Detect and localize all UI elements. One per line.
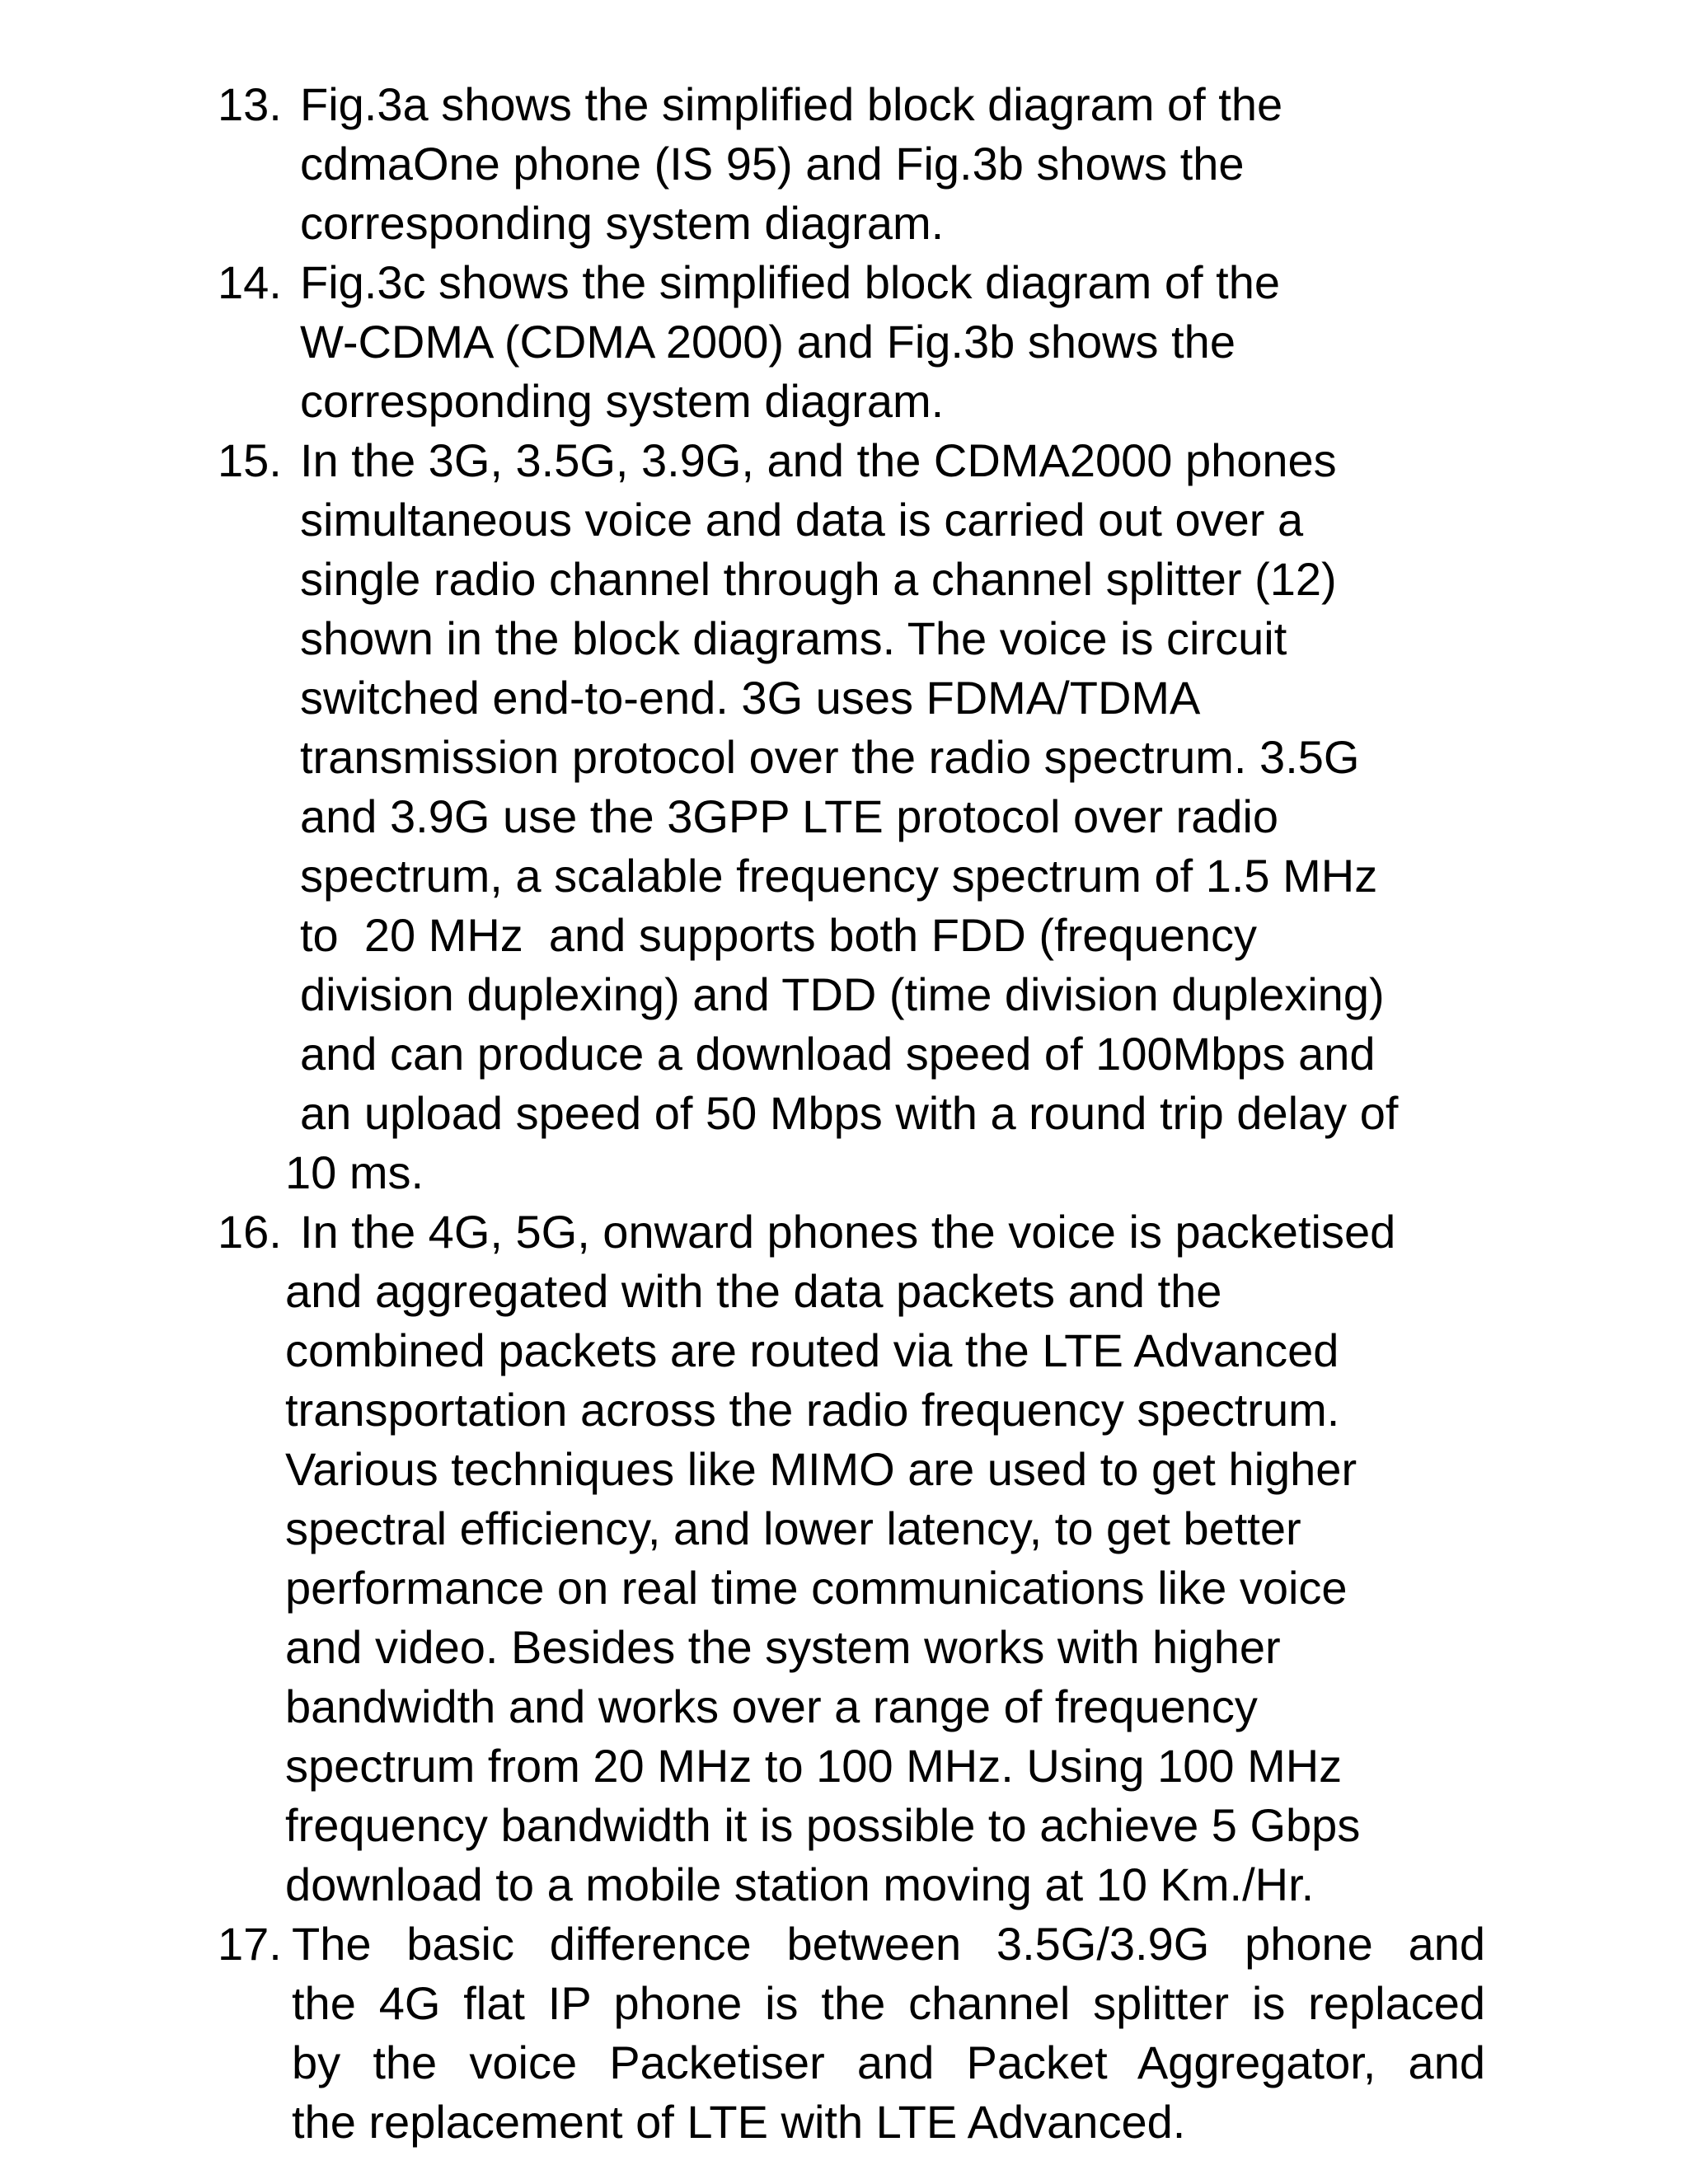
list-number-16: 16.: [218, 1206, 282, 1258]
item-17-line-2: the 4G flat IP phone is the channel splitter is replaced: [292, 1977, 1485, 2029]
item-13-line-3: corresponding system diagram.: [300, 197, 945, 249]
item-17-line-4: the replacement of LTE with LTE Advanced.: [292, 2096, 1186, 2148]
item-16-line-5: Various techniques like MIMO are used to get higher: [285, 1443, 1357, 1495]
item-15-line-3: single radio channel through a channel splitter (12): [300, 553, 1337, 605]
item-15-line-4: shown in the block diagrams. The voice is circuit: [300, 612, 1287, 664]
item-16-line-1: In the 4G, 5G, onward phones the voice is packetised: [300, 1206, 1396, 1258]
item-16-line-2: and aggregated with the data packets and the: [285, 1265, 1222, 1317]
item-16-line-4: transportation across the radio frequency spectrum.: [285, 1384, 1340, 1436]
item-15-line-7: and 3.9G use the 3GPP LTE protocol over radio: [300, 790, 1279, 842]
list-number-15: 15.: [218, 434, 282, 486]
item-16-line-8: and video. Besides the system works with higher: [285, 1621, 1281, 1673]
item-15-line-2: simultaneous voice and data is carried out over a: [300, 494, 1304, 546]
item-16-line-12: download to a mobile station moving at 10 Km./Hr.: [285, 1858, 1315, 1910]
item-15-line-5: switched end-to-end. 3G uses FDMA/TDMA: [300, 672, 1201, 724]
item-14-line-2: W-CDMA (CDMA 2000) and Fig.3b shows the: [300, 316, 1236, 368]
item-16-line-9: bandwidth and works over a range of frequency: [285, 1680, 1258, 1732]
item-16-line-7: performance on real time communications like voice: [285, 1562, 1348, 1614]
item-17-line-1: The basic difference between 3.5G/3.9G phone and: [292, 1918, 1485, 1970]
item-16-line-11: frequency bandwidth it is possible to achieve 5 Gbps: [285, 1799, 1361, 1851]
item-15-line-13: 10 ms.: [285, 1146, 424, 1198]
list-number-14: 14.: [218, 256, 282, 308]
item-15-line-10: division duplexing) and TDD (time division duplexing): [300, 968, 1385, 1020]
item-16-line-6: spectral efficiency, and lower latency, to get better: [285, 1502, 1301, 1554]
item-15-line-9: to 20 MHz and supports both FDD (frequency: [300, 909, 1257, 961]
item-14-line-3: corresponding system diagram.: [300, 375, 945, 427]
item-15-line-11: and can produce a download speed of 100Mbps and: [300, 1028, 1376, 1080]
item-15-line-6: transmission protocol over the radio spectrum. 3.5G: [300, 731, 1360, 783]
item-13-line-2: cdmaOne phone (IS 95) and Fig.3b shows the: [300, 138, 1245, 190]
item-13-line-1: Fig.3a shows the simplified block diagram of the: [300, 78, 1283, 130]
item-16-line-3: combined packets are routed via the LTE Advanced: [285, 1324, 1339, 1376]
item-14-line-1: Fig.3c shows the simplified block diagram of the: [300, 256, 1280, 308]
item-15-line-12: an upload speed of 50 Mbps with a round trip delay of: [300, 1087, 1399, 1139]
item-15-line-1: In the 3G, 3.5G, 3.9G, and the CDMA2000 phones: [300, 434, 1337, 486]
list-number-17: 17.: [218, 1918, 282, 1970]
item-15-line-8: spectrum, a scalable frequency spectrum of 1.5 MHz: [300, 850, 1378, 902]
list-number-13: 13.: [218, 78, 282, 130]
item-16-line-10: spectrum from 20 MHz to 100 MHz. Using 100 MHz: [285, 1740, 1343, 1792]
item-17-line-3: by the voice Packetiser and Packet Aggregator, and: [292, 2036, 1485, 2088]
